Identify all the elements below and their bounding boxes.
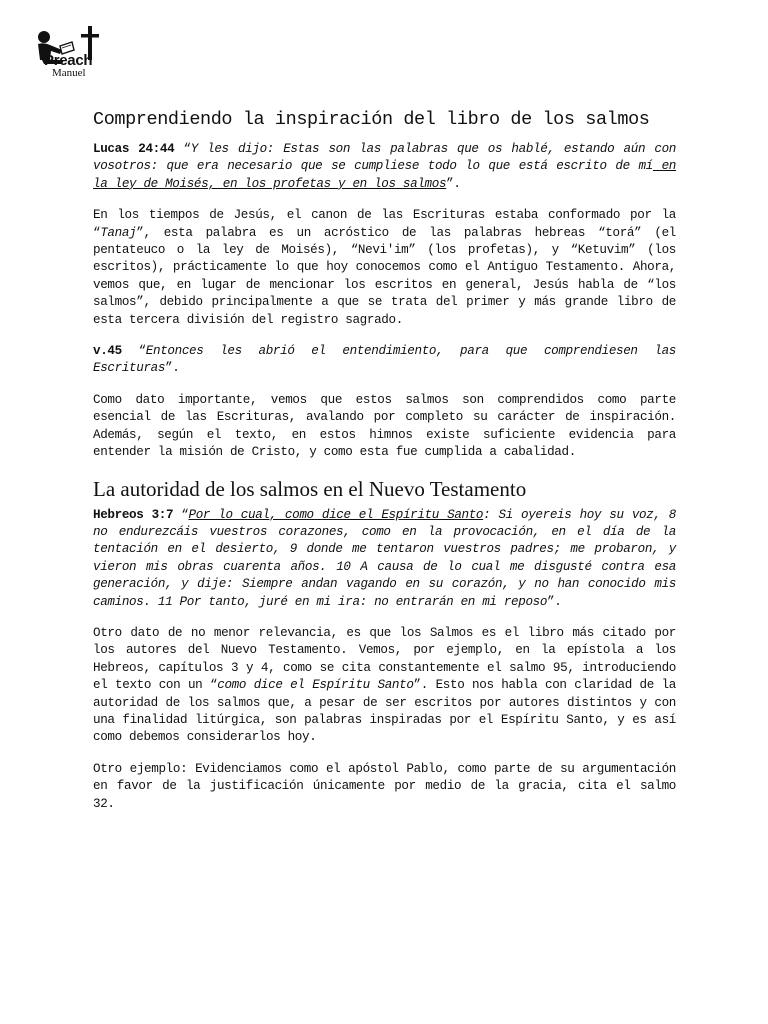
bible-reference: Lucas 24:44 <box>93 142 175 156</box>
lucas-quote-paragraph: Lucas 24:44 “Y les dijo: Estas son las palabras que os hablé, estando aún con vosotros: que era necesario que se cumpliese todo lo que está escrito de mí en la ley de Moisés, en los profetas y en los salmos”. <box>93 142 676 191</box>
salmos-citation-paragraph: Otro dato de no menor relevancia, es que los Salmos es el libro más citado por los autores del Nuevo Testamento. Vemos, por ejemplo, en la epístola a los Hebreos, capítulos 3 y 4, como se cita constantemente el salmo 95, introduciendo el texto con un “como dice el Espíritu Santo”. Esto nos habla con claridad de la autoridad de los salmos que, a pesar de ser escritos por autores distintos y con una finalidad litúrgica, son palabras inspiradas por el Espíritu Santo, y es así como debemos considerarlos hoy. <box>93 625 676 745</box>
logo-wordmark: Preach <box>44 52 93 69</box>
inspiration-paragraph: Como dato importante, vemos que estos salmos son comprendidos como parte esencial de las Escrituras, avalando por completo su carácter de inspiración. Además, según el texto, en estos himnos existe suficiente evidencia para entender la misión de Cristo, y como esta fue cumplida a cabalidad. <box>93 392 676 460</box>
quote-text: Y les dijo: Estas son las palabras que os hablé, estando aún con vosotros: que era necesario que se cumpliese todo lo que está escrito de mí <box>93 142 676 174</box>
v45-quote-paragraph: v.45 “Entonces les abrió el entendimiento, para que comprendiesen las Escrituras”. <box>93 344 676 376</box>
bible-reference: Hebreos 3:7 <box>93 507 174 522</box>
underlined-quote: Por lo cual, como dice el Espíritu Santo <box>188 507 484 522</box>
pablo-paragraph: Otro ejemplo: Evidenciamos como el apóstol Pablo, como parte de su argumentación en favor de la justificación únicamente por medio de la gracia, cita el salmo 32. <box>93 761 676 811</box>
section-1-heading: Comprendiendo la inspiración del libro de los salmos <box>93 109 650 130</box>
hebreos-quote-paragraph: Hebreos 3:7 “Por lo cual, como dice el Espíritu Santo: Si oyereis hoy su voz, 8 no endurezcáis vuestros corazones, como en la provocación, en el día de la tentación en el desierto, 9 donde me tentaron vuestros padres; me probaron, y vieron mis obras cuarenta años. 10 A causa de lo cual me disgusté contra esa generación, y dije: Siempre andan vagando en su corazón, y no han conocido mis caminos. 11 Por tanto, juré en mi ira: no entrarán en mi reposo”. <box>93 507 676 609</box>
logo-subtitle: Manuel <box>52 67 86 79</box>
section-2-heading: La autoridad de los salmos en el Nuevo Testamento <box>93 476 527 501</box>
document-body <box>93 108 676 827</box>
tanaj-paragraph: En los tiempos de Jesús, el canon de las Escrituras estaba conformado por la “Tanaj”, esta palabra es un acróstico de las palabras hebreas “torá” (el pentateuco o la ley de Moisés), “Nevi'im” (los profetas), y “Ketuvim” (los escritos), prácticamente lo que hoy conocemos como el Antiguo Testamento. Ahora, vemos que, en lugar de mencionar los escritos en general, Jesús habla de “los salmos”, debido principalmente a que se trata del primer y más grande libro de esta tercera división del registro sagrado. <box>93 208 676 327</box>
underlined-quote: en la ley de Moisés, en los profetas y en los salmos <box>93 159 676 191</box>
bible-reference: v.45 <box>93 344 122 359</box>
quote-text: : Si oyereis hoy su voz, 8 no endurezcáis vuestros corazones, como en la provocación, en el día de la tentación en el desierto, 9 donde me tentaron vuestros padres; me probaron, y vieron mis obras cuarenta años. 10 A causa de lo cual me disgusté contra esa generación, y dije: Siempre andan vagando en su corazón, y no han conocido mis caminos. 11 Por tanto, juré en mi ira: no entrarán en mi reposo <box>93 507 676 609</box>
quote-text: Entonces les abrió el entendimiento, para que comprendiesen las Escrituras <box>93 344 676 376</box>
